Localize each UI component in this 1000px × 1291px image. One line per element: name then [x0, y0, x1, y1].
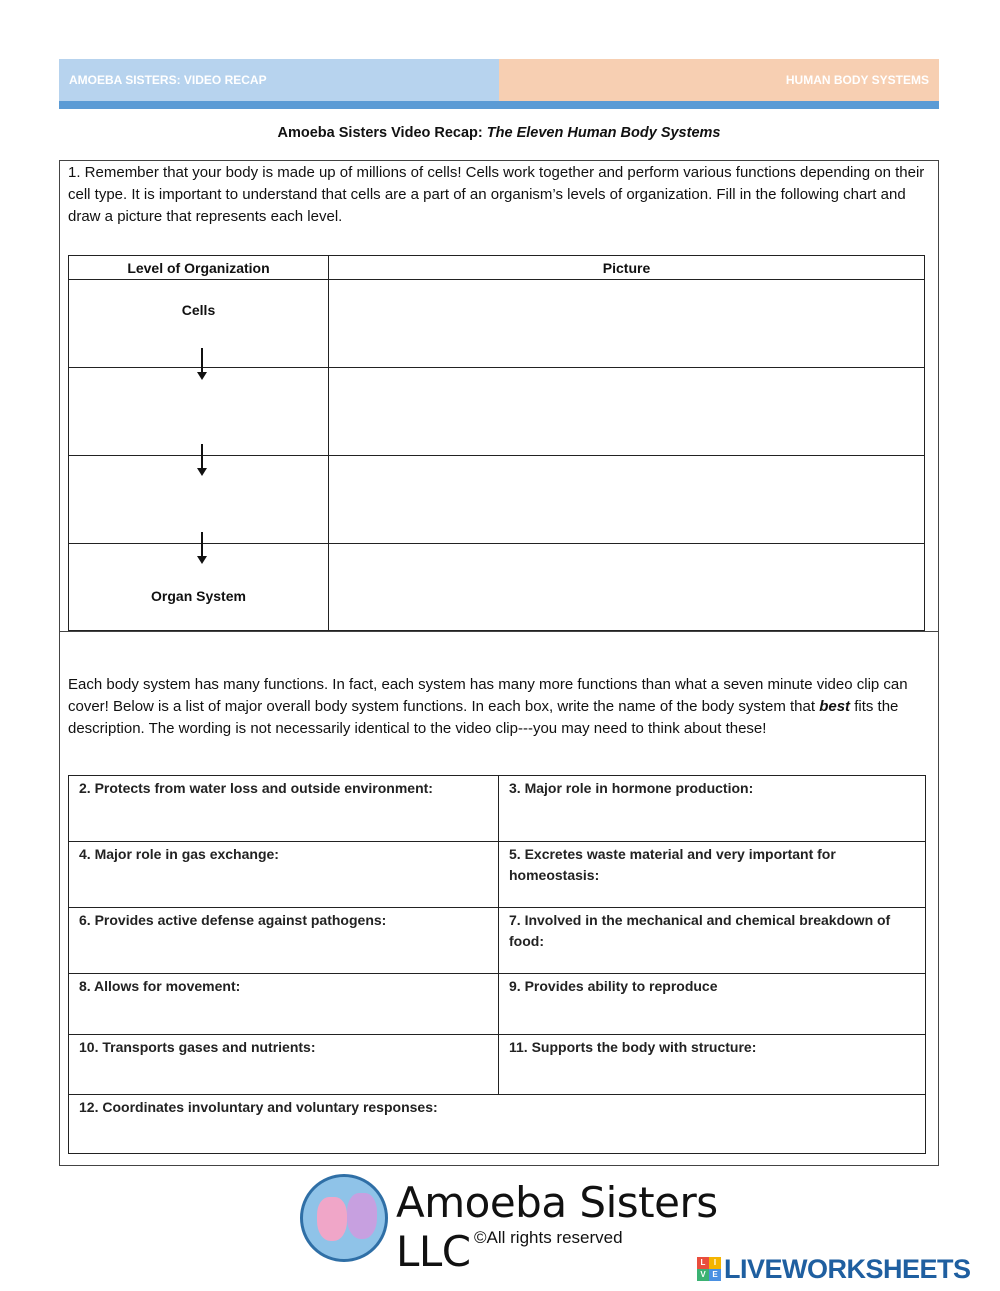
col-header-level: Level of Organization [69, 256, 329, 279]
level-row [69, 280, 924, 368]
function-cell[interactable]: 11. Supports the body with structure: [509, 1039, 757, 1055]
level-row [69, 544, 924, 630]
intro-text-after: fits the description. The wording is not necessarily identical to the video clip---you may need to think about these! [68, 698, 899, 737]
level-label: Organ System [151, 588, 246, 604]
amoeba-sisters-badge-icon [300, 1174, 388, 1262]
functions-section [59, 631, 939, 1166]
levels-table [68, 255, 925, 631]
function-cell[interactable]: 12. Coordinates involuntary and voluntary responses: [79, 1099, 438, 1115]
level-row [69, 368, 924, 456]
liveworksheets-logo[interactable] [697, 1254, 971, 1284]
functions-table [68, 775, 926, 1154]
level-cell[interactable] [69, 456, 329, 543]
function-cell[interactable]: 7. Involved in the mechanical and chemical breakdown of food: [509, 912, 891, 949]
functions-row [69, 1095, 925, 1153]
function-cell[interactable]: 5. Excretes waste material and very important for homeostasis: [509, 846, 836, 883]
lw-icon-letter: I [709, 1257, 721, 1269]
picture-cell[interactable] [329, 544, 924, 630]
functions-row [69, 776, 925, 842]
functions-row [69, 908, 925, 974]
function-cell[interactable]: 6. Provides active defense against pathogens: [69, 908, 499, 973]
lw-icon-letter: E [709, 1269, 721, 1281]
level-row [69, 456, 924, 544]
picture-cell[interactable] [329, 280, 924, 367]
col-header-picture: Picture [602, 259, 651, 276]
amoeba-purple-icon [347, 1193, 377, 1239]
amoeba-sisters-logo [300, 1174, 760, 1276]
function-cell[interactable]: 3. Major role in hormone production: [509, 780, 754, 796]
picture-cell[interactable] [329, 368, 924, 455]
level-label: Cells [181, 302, 216, 318]
functions-row [69, 974, 925, 1035]
header-banner [59, 59, 939, 101]
function-cell[interactable]: 4. Major role in gas exchange: [69, 842, 499, 907]
document-title [59, 125, 939, 141]
title-italic: The Eleven Human Body Systems [486, 125, 721, 141]
liveworksheets-wordmark: LIVEWORKSHEETS [724, 1253, 971, 1284]
function-cell[interactable]: 2. Protects from water loss and outside environment: [69, 776, 499, 841]
levels-intro: 1. Remember that your body is made up of millions of cells! Cells work together and perform various functions depending on their cell type. It is important to understand that cells are a part of an organism’s levels of organization. Fill in the following chart and draw a picture that represents each level. [68, 164, 925, 225]
functions-intro [68, 674, 930, 740]
function-cell[interactable]: 8. Allows for movement: [69, 974, 499, 1034]
header-left-label: AMOEBA SISTERS: VIDEO RECAP [59, 59, 499, 101]
intro-text-before: Each body system has many functions. In fact, each system has many more functions than what a seven minute video clip can cover! Below is a list of major overall body system functions. In each box, write the name of the body system that [68, 676, 908, 715]
title-plain: Amoeba Sisters Video Recap: [277, 125, 487, 141]
functions-row [69, 842, 925, 908]
level-cell[interactable] [69, 368, 329, 455]
liveworksheets-icon [697, 1257, 721, 1281]
levels-header-row [69, 256, 924, 280]
header-right-label: HUMAN BODY SYSTEMS [499, 59, 939, 101]
function-cell[interactable]: 9. Provides ability to reproduce [509, 978, 718, 994]
picture-cell[interactable] [329, 456, 924, 543]
logo-company-name: Amoeba Sisters LLC [396, 1178, 718, 1276]
logo-rights-text: ©All rights reserved [474, 1228, 623, 1247]
header-rule [59, 101, 939, 109]
function-cell[interactable]: 10. Transports gases and nutrients: [69, 1035, 499, 1094]
amoeba-pink-icon [317, 1197, 347, 1241]
lw-icon-letter: L [697, 1257, 709, 1269]
functions-row [69, 1035, 925, 1095]
level-cell[interactable] [69, 280, 329, 367]
levels-section [59, 160, 939, 632]
lw-icon-letter: V [697, 1269, 709, 1281]
level-cell[interactable] [69, 544, 329, 630]
intro-emphasis: best [819, 698, 851, 715]
